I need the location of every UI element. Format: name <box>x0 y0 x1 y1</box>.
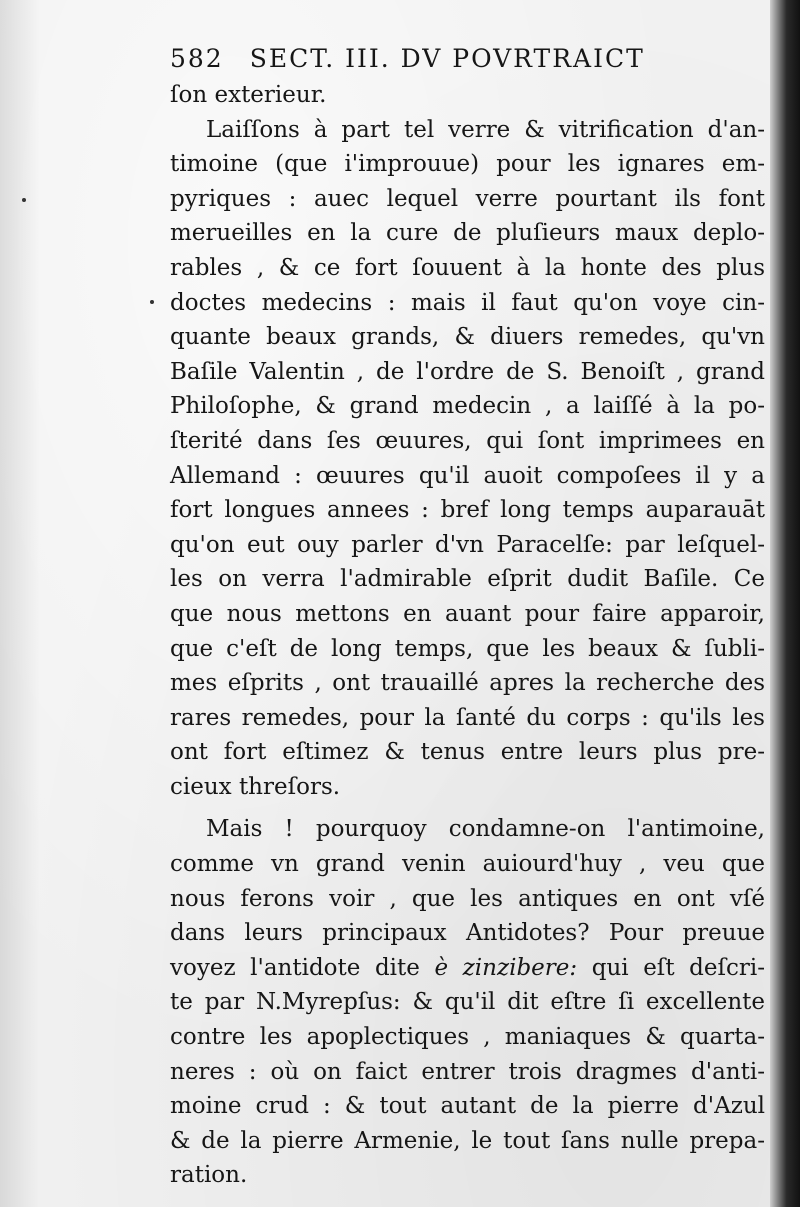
text-line: Laiſſons à part tel verre & vitrification d'an- <box>206 116 765 143</box>
text-span: qui eſt deſcri- <box>577 954 766 981</box>
text-line: merueilles en la cure de pluſieurs maux deplo- <box>170 220 765 247</box>
text-line: neres : où on faict entrer trois dragmes d'anti- <box>170 1058 765 1085</box>
page-number: 582 <box>170 44 224 73</box>
running-head <box>170 40 765 78</box>
text-line: & de la pierre Armenie, le tout ſans nulle prepa- <box>170 1127 765 1154</box>
text-line: te par N.Myrepſus: & qu'il dit eſtre ſi excellente <box>170 989 765 1016</box>
text-line: Baſile Valentin , de l'ordre de S. Benoiſt , grand <box>170 358 765 385</box>
text-line: comme vn grand venin auiourd'huy , veu que <box>170 851 765 878</box>
text-line: nous ferons voir , que les antiques en ont vſé <box>170 885 765 912</box>
text-line: Mais ! pourquoy condamne-on l'antimoine, <box>206 816 765 843</box>
text-line: fort longues annees : bref long temps auparauāt <box>170 497 765 524</box>
text-line: rares remedes, pour la ſanté du corps : qu'ils les <box>170 704 765 731</box>
text-line: cieux threſors. <box>170 773 341 800</box>
ink-speck <box>150 300 154 304</box>
text-span: voyez l'antidote dite <box>170 954 435 981</box>
text-line: doctes medecins : mais il faut qu'on voye cin- <box>170 289 765 316</box>
text-line: que nous mettons en auant pour faire apparoir, <box>170 600 765 627</box>
text-line: ſon exterieur. <box>170 82 327 108</box>
text-line: ont fort eſtimez & tenus entre leurs plus pre- <box>170 739 765 766</box>
text-line: quante beaux grands, & diuers remedes, qu'vn <box>170 324 765 351</box>
italic-phrase: è zinzibere: <box>434 954 578 981</box>
running-title: SECT. III. DV POVRTRAICT <box>249 44 645 73</box>
text-line: contre les apoplectiques , maniaques & quarta- <box>170 1024 765 1051</box>
text-line: Allemand : œuures qu'il auoit compoſees il y a <box>170 462 765 489</box>
page-edge <box>770 0 800 1207</box>
text-line: que c'eſt de long temps, que les beaux & ſubli- <box>170 635 765 662</box>
text-line: ſterité dans ſes œuures, qui ſont imprimees en <box>170 427 765 454</box>
text-line: Philoſophe, & grand medecin , a laiſſé à la po- <box>170 393 765 420</box>
text-line: mes eſprits , ont trauaillé apres la recherche des <box>170 670 765 697</box>
text-block <box>170 40 765 1193</box>
text-line: moine crud : & tout autant de la pierre d'Azul <box>170 1093 765 1120</box>
ink-speck <box>22 198 26 202</box>
text-line: les on verra l'admirable eſprit dudit Baſile. Ce <box>170 566 765 593</box>
text-line: rables , & ce fort ſouuent à la honte des plus <box>170 254 765 281</box>
text-line: qu'on eut ouy parler d'vn Paracelſe: par leſquel- <box>170 531 765 558</box>
text-line: dans leurs principaux Antidotes? Pour preuue <box>170 920 765 947</box>
text-line: pyriques : auec lequel verre pourtant ils font <box>170 185 765 212</box>
text-line: timoine (que i'improuue) pour les ignares em- <box>170 151 765 178</box>
spine-shadow <box>0 0 40 1207</box>
text-line-with-italic <box>170 951 765 986</box>
text-line: ration. <box>170 1162 248 1189</box>
